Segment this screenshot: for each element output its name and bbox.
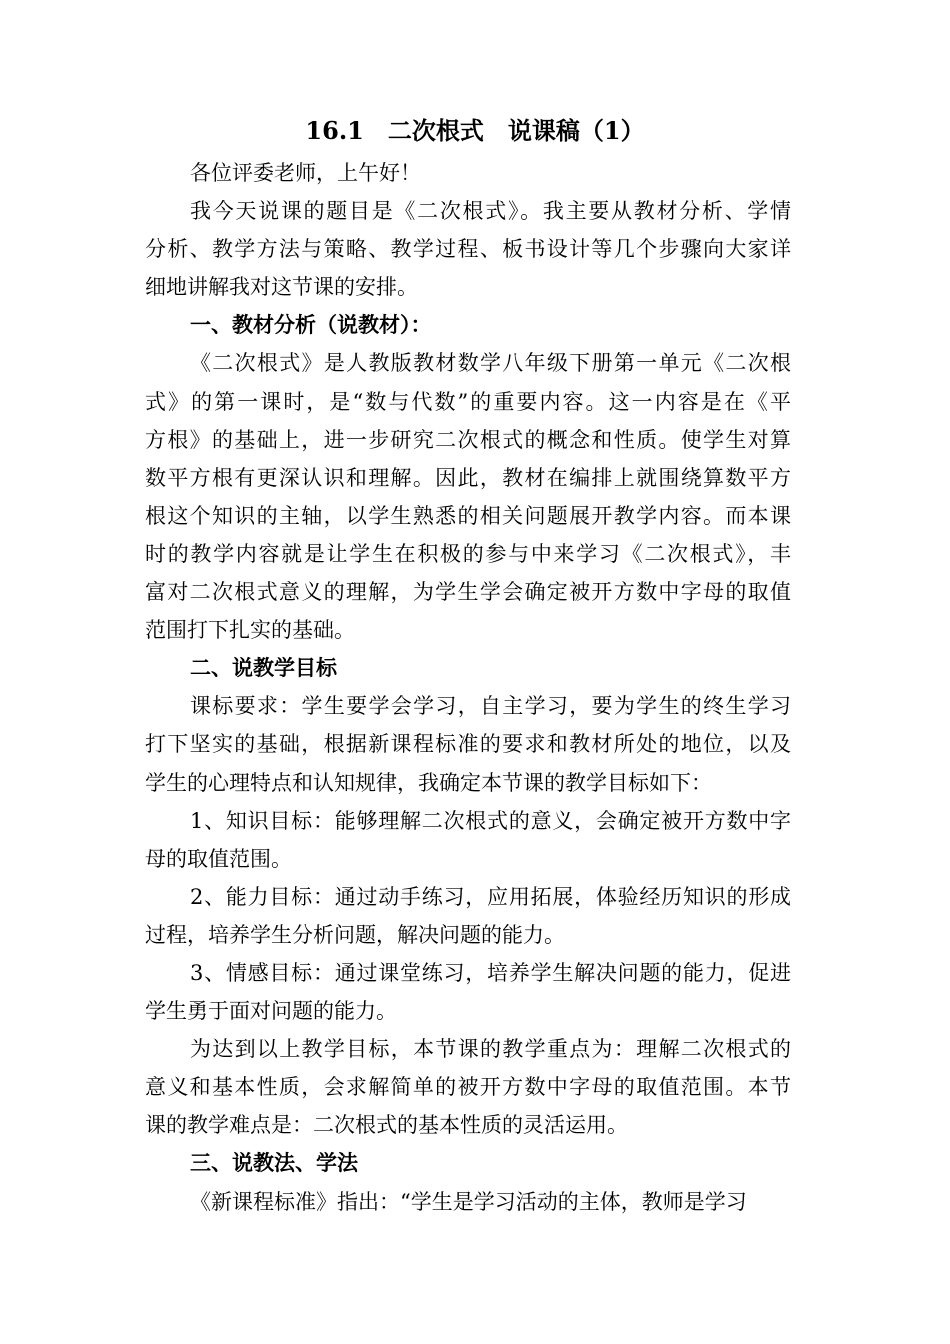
text-line: 范围打下扎实的基础。	[145, 618, 355, 643]
text-line: 课标要求：学生要学会学习，自主学习，要为学生的终生学习	[190, 694, 791, 719]
paragraph	[145, 804, 791, 880]
text-line: 2、能力目标：通过动手练习，应用拓展，体验经历知识的形成	[190, 884, 791, 909]
text-line: 方根》的基础上，进一步研究二次根式的概念和性质。使学生对算	[145, 427, 791, 452]
section-heading	[145, 651, 791, 689]
text-line: 分析、教学方法与策略、教学过程、板书设计等几个步骤向大家详	[145, 237, 791, 262]
text-line: 式》的第一课时，是“数与代数”的重要内容。这一内容是在《平	[145, 389, 791, 414]
paragraph	[145, 689, 791, 803]
section-heading	[145, 1146, 791, 1184]
text-line: 各位评委老师，上午好！	[190, 161, 421, 185]
text-line: 根这个知识的主轴，以学生熟悉的相关问题展开教学内容。而本课	[145, 503, 791, 528]
paragraph	[145, 956, 791, 1032]
text-line: 一、教材分析（说教材）：	[190, 312, 432, 338]
paragraph	[145, 880, 791, 956]
paragraph	[145, 1185, 791, 1223]
text-line: 三、说教法、学法	[190, 1150, 358, 1176]
document-body	[145, 156, 791, 1223]
text-line: 《新课程标准》指出：“学生是学习活动的主体，教师是学习	[190, 1189, 747, 1214]
paragraph	[145, 1032, 791, 1146]
text-line: 《二次根式》是人教版教材数学八年级下册第一单元《二次根	[190, 351, 791, 376]
text-line: 学生的心理特点和认知规律，我确定本节课的教学目标如下：	[145, 770, 712, 795]
text-line: 二、说教学目标	[190, 655, 337, 681]
paragraph	[145, 156, 791, 194]
page-title: 16.1 二次根式 说课稿（1）	[305, 116, 645, 145]
text-line: 3、情感目标：通过课堂练习，培养学生解决问题的能力，促进	[190, 960, 791, 985]
text-line: 细地讲解我对这节课的安排。	[145, 275, 418, 300]
text-line: 打下坚实的基础，根据新课程标准的要求和教材所处的地位，以及	[145, 732, 791, 757]
text-line: 时的教学内容就是让学生在积极的参与中来学习《二次根式》，丰	[145, 541, 791, 566]
text-line: 我今天说课的题目是《二次根式》。我主要从教材分析、学情	[190, 199, 791, 224]
text-line: 学生勇于面对问题的能力。	[145, 999, 397, 1024]
text-line: 数平方根有更深认识和理解。因此，教材在编排上就围绕算数平方	[145, 465, 791, 490]
paragraph	[145, 346, 791, 651]
text-line: 母的取值范围。	[145, 846, 292, 871]
text-line: 意义和基本性质，会求解简单的被开方数中字母的取值范围。本节	[145, 1075, 791, 1100]
section-heading	[145, 308, 791, 346]
paragraph	[145, 194, 791, 308]
text-line: 为达到以上教学目标，本节课的教学重点为：理解二次根式的	[190, 1037, 791, 1062]
text-line: 1、知识目标：能够理解二次根式的意义，会确定被开方数中字	[190, 808, 791, 833]
text-line: 富对二次根式意义的理解，为学生学会确定被开方数中字母的取值	[145, 580, 791, 605]
text-line: 课的教学难点是：二次根式的基本性质的灵活运用。	[145, 1113, 628, 1138]
text-line: 过程，培养学生分析问题，解决问题的能力。	[145, 922, 565, 947]
